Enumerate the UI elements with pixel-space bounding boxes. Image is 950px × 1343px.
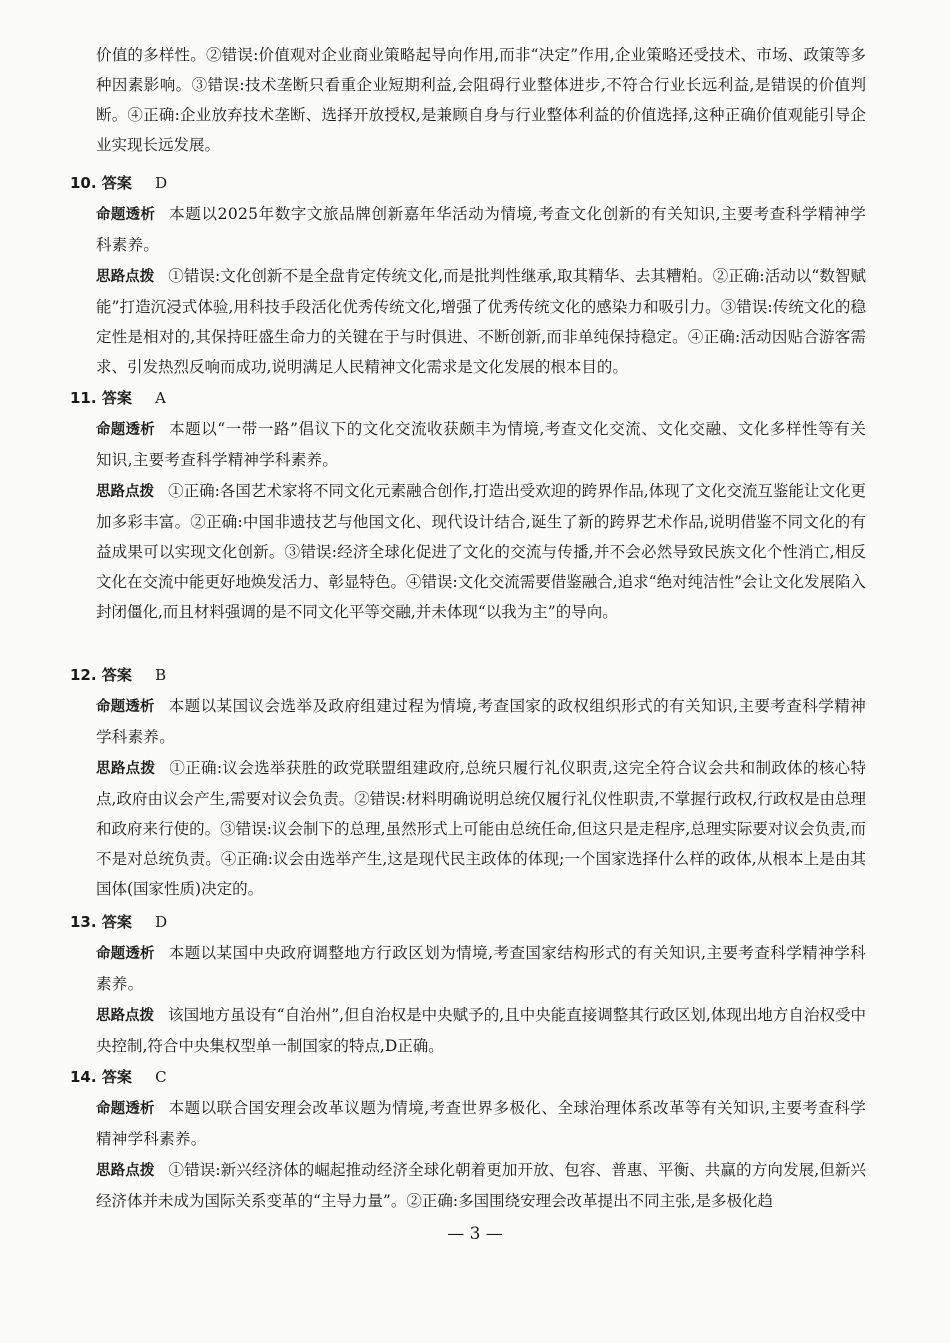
q12-analysis xyxy=(96,691,866,752)
q10-number: 10. xyxy=(70,174,97,192)
q10-header xyxy=(70,168,167,198)
q13-header xyxy=(70,907,167,937)
q11-analysis xyxy=(96,414,866,475)
q12-hint-label: 思路点拨 xyxy=(96,761,156,777)
q14-hint-label: 思路点拨 xyxy=(96,1163,155,1179)
q11-hint-label: 思路点拨 xyxy=(96,484,155,500)
q14-analysis-text: 本题以联合国安理会改革议题为情境,考查世界多极化、全球治理体系改革等有关知识,主要考查科学精神学科素养。 xyxy=(96,1099,867,1148)
q13-hint xyxy=(96,1000,866,1061)
q10-analysis xyxy=(96,199,866,260)
q10-answer: D xyxy=(155,174,168,192)
q14-analysis xyxy=(96,1093,866,1154)
q13-answer: D xyxy=(155,913,168,931)
q11-hint-text: ①正确:各国艺术家将不同文化元素融合创作,打造出受欢迎的跨界作品,体现了文化交流互鉴能让文化更加多彩丰富。②正确:中国非遗技艺与他国文化、现代设计结合,诞生了新的跨界艺术作品,说明借鉴不同文化的有益成果可以实现文化创新。③错误:经济全球化促进了文化的交流与传播,并不会必然导致民族文化个性消亡,相反文化在交流中能更好地焕发活力、彰显特色。④错误:文化交流需要借鉴融合,追求“绝对纯洁性”会让文化发展陷入封闭僵化,而且材料强调的是不同文化平等交融,并未体现“以我为主”的导向。 xyxy=(96,482,867,621)
q10-analysis-label: 命题透析 xyxy=(96,207,156,223)
q12-analysis-text: 本题以某国议会选举及政府组建过程为情境,考查国家的政权组织形式的有关知识,主要考查科学精神学科素养。 xyxy=(96,697,867,746)
q11-analysis-text: 本题以“一带一路”倡议下的文化交流收获颇丰为情境,考查文化交流、文化交融、文化多样性等有关知识,主要考查科学精神学科素养。 xyxy=(96,420,866,469)
q10-analysis-text: 本题以2025年数字文旅品牌创新嘉年华活动为情境,考查文化创新的有关知识,主要考查科学精神学科素养。 xyxy=(96,205,866,254)
q12-number: 12. xyxy=(70,666,97,684)
q11-answer: A xyxy=(155,389,166,407)
q13-number: 13. xyxy=(70,913,97,931)
q12-answer-label: 答案 xyxy=(101,666,132,684)
q14-header xyxy=(70,1062,167,1092)
q14-answer-label: 答案 xyxy=(101,1068,132,1086)
q14-number: 14. xyxy=(70,1068,97,1086)
q10-hint xyxy=(96,261,866,382)
q13-hint-text: 该国地方虽设有“自治州”,但自治权是中央赋予的,且中央能直接调整其行政区划,体现出地方自治权受中央控制,符合中央集权型单一制国家的特点,D正确。 xyxy=(96,1006,867,1055)
q10-answer-label: 答案 xyxy=(101,174,132,192)
q14-hint-text: ①错误:新兴经济体的崛起推动经济全球化朝着更加开放、包容、普惠、平衡、共赢的方向发展,但新兴经济体并未成为国际关系变革的“主导力量”。②正确:多国围绕安理会改革提出不同主张,是多极化趋 xyxy=(96,1161,867,1210)
q14-answer: C xyxy=(155,1068,167,1086)
q11-analysis-label: 命题透析 xyxy=(96,422,156,438)
q13-analysis xyxy=(96,938,866,999)
page-number: — 3 — xyxy=(447,1224,503,1244)
q13-analysis-text: 本题以某国中央政府调整地方行政区划为情境,考查国家结构形式的有关知识,主要考查科学精神学科素养。 xyxy=(96,944,867,993)
q12-header xyxy=(70,660,166,690)
q10-hint-label: 思路点拨 xyxy=(96,269,155,285)
q13-hint-label: 思路点拨 xyxy=(96,1008,155,1024)
q11-header xyxy=(70,383,166,413)
q11-number: 11. xyxy=(70,389,97,407)
q11-answer-label: 答案 xyxy=(101,389,132,407)
q11-hint xyxy=(96,476,866,627)
q12-hint-text: ①正确:议会选举获胜的政党联盟组建政府,总统只履行礼仪职责,这完全符合议会共和制政体的核心特点,政府由议会产生,需要对议会负责。②错误:材料明确说明总统仅履行礼仪性职责,不掌握行政权,行政权是由总理和政府来行使的。③错误:议会制下的总理,虽然形式上可能由总统任命,但这只是走程序,总理实际要对议会负责,而不是对总统负责。④正确:议会由选举产生,这是现代民主政体的体现;一个国家选择什么样的政体,从根本上是由其国体(国家性质)决定的。 xyxy=(96,759,866,898)
q12-hint xyxy=(96,753,866,904)
q12-analysis-label: 命题透析 xyxy=(96,699,155,715)
intro-paragraph: 价值的多样性。②错误:价值观对企业商业策略起导向作用,而非“决定”作用,企业策略还受技术、市场、政策等多种因素影响。③错误:技术垄断只看重企业短期利益,会阻碍行业整体进步,不符合行业长远利益,是错误的价值判断。④正确:企业放弃技术垄断、选择开放授权,是兼顾自身与行业整体利益的价值选择,这种正确价值观能引导企业实现长远发展。 xyxy=(96,46,866,154)
q14-hint xyxy=(96,1155,866,1216)
q13-answer-label: 答案 xyxy=(101,913,132,931)
q12-answer: B xyxy=(155,666,167,684)
q14-analysis-label: 命题透析 xyxy=(96,1101,155,1117)
q13-analysis-label: 命题透析 xyxy=(96,946,155,962)
q10-hint-text: ①错误:文化创新不是全盘肯定传统文化,而是批判性继承,取其精华、去其糟粕。②正确:活动以“数智赋能”打造沉浸式体验,用科技手段活化优秀传统文化,增强了优秀传统文化的感染力和吸引力。③错误:传统文化的稳定性是相对的,其保持旺盛生命力的关键在于与时俱进、不断创新,而非单纯保持稳定。④正确:活动因贴合游客需求、引发热烈反响而成功,说明满足人民精神文化需求是文化发展的根本目的。 xyxy=(96,267,867,376)
